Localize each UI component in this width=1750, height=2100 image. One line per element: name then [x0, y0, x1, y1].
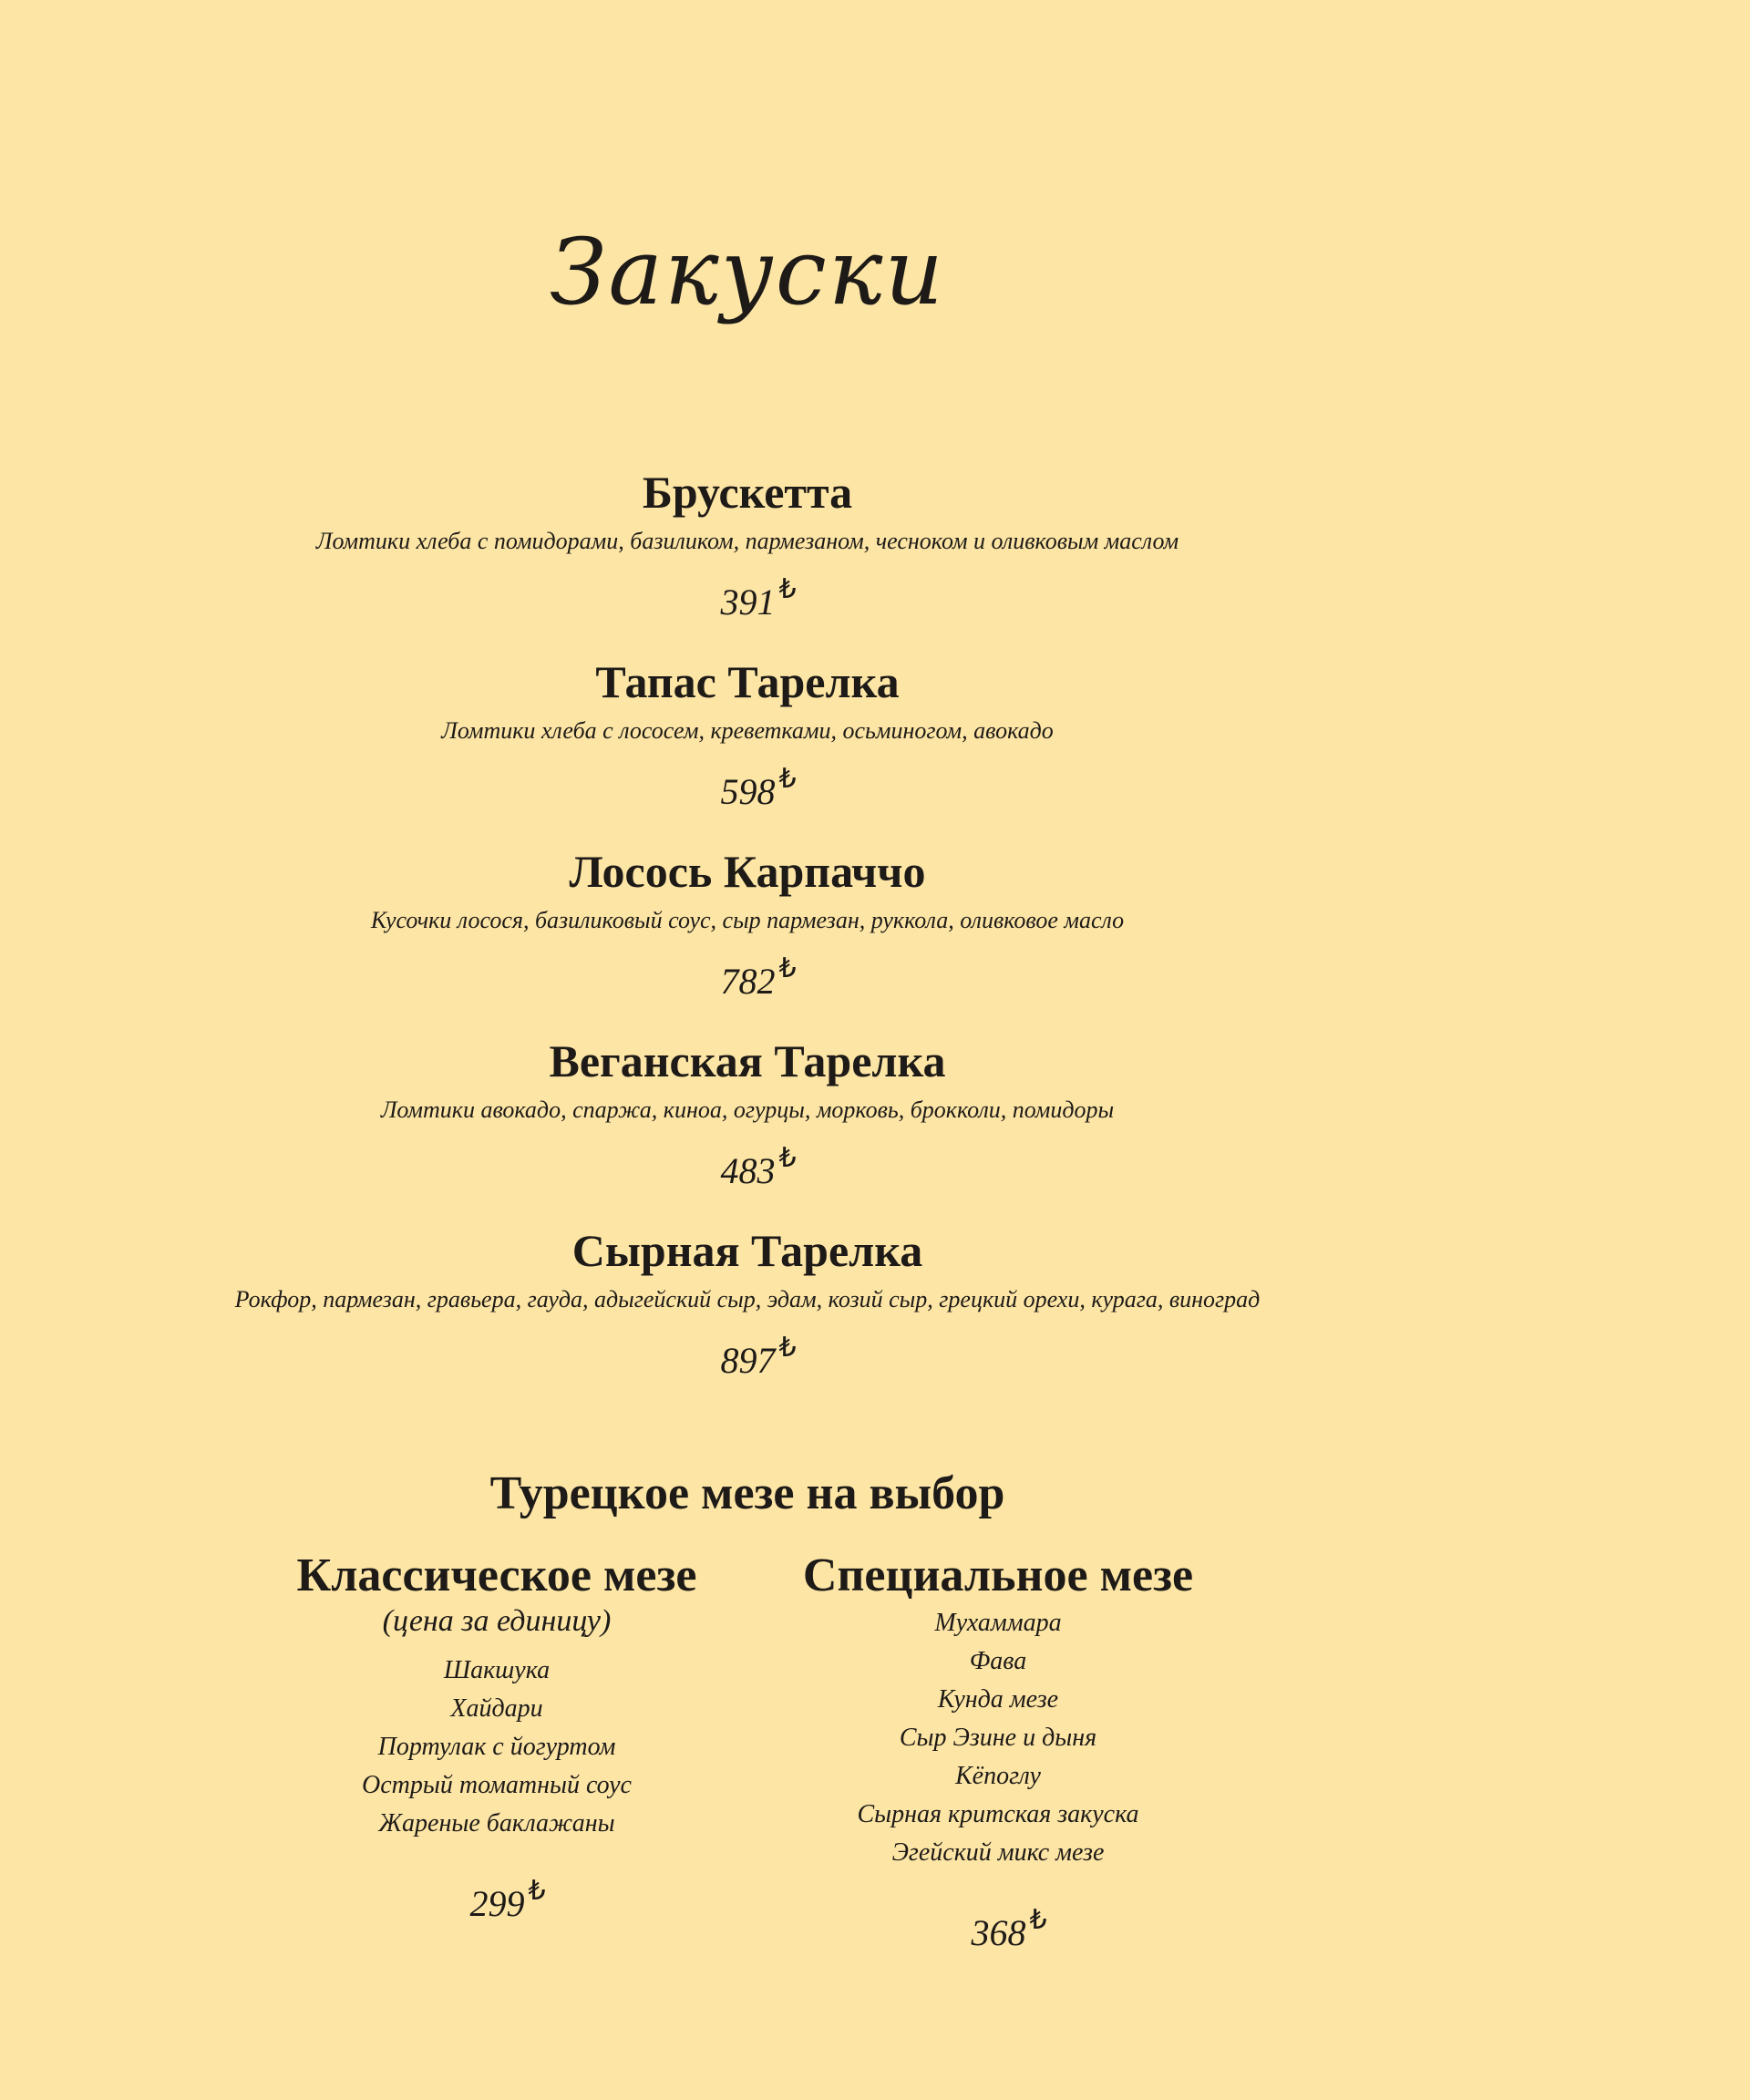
item-name: Тапас Тарелка — [595, 656, 900, 707]
list-item: Фава — [969, 1647, 1027, 1675]
list-item: Кёпоглу — [955, 1762, 1041, 1790]
item-price — [698, 946, 796, 1004]
special-meze-title: Специальное мезе — [802, 1549, 1194, 1601]
special-meze-list — [775, 1604, 1221, 1872]
list-item: Шакшука — [443, 1656, 551, 1684]
menu-item-cheese-plate — [0, 1223, 1495, 1384]
price-value: 782 — [720, 961, 776, 1002]
item-name: Веганская Тарелка — [549, 1035, 946, 1086]
classic-meze-title: Классическое мезе — [296, 1549, 697, 1601]
list-item: Сыр Эзине и дыня — [899, 1724, 1097, 1752]
price-value: 299 — [469, 1883, 525, 1924]
item-name: Сырная Тарелка — [571, 1225, 923, 1276]
meze-section-title: Турецкое мезе на выбор — [489, 1467, 1005, 1519]
list-item: Жареные баклажаны — [378, 1809, 615, 1838]
menu-item-vegan-plate — [0, 1034, 1495, 1194]
item-price — [698, 567, 796, 625]
item-name: Брускетта — [642, 467, 853, 518]
menu-item-tapas — [0, 654, 1495, 815]
list-item: Кунда мезе — [937, 1685, 1059, 1714]
lira-icon: ₺ — [778, 1143, 797, 1173]
item-price — [698, 1136, 796, 1194]
menu-item-salmon-carpaccio — [0, 844, 1495, 1004]
classic-meze-column — [264, 1548, 729, 1927]
lira-icon: ₺ — [778, 1333, 797, 1363]
price-value: 483 — [720, 1150, 776, 1191]
price-value: 368 — [971, 1912, 1026, 1953]
page-title: Закуски — [550, 219, 945, 325]
price-value: 391 — [720, 582, 776, 623]
list-item: Портулак с йогуртом — [377, 1733, 616, 1761]
price-value: 598 — [720, 771, 776, 812]
lira-icon: ₺ — [528, 1876, 546, 1906]
item-description: Рокфор, пармезан, гравьера, гауда, адыгейский сыр, эдам, козий сыр, грецкий орехи, курага, виноград — [234, 1286, 1261, 1312]
special-meze-column — [775, 1548, 1221, 1956]
lira-icon: ₺ — [778, 764, 797, 794]
item-description: Ломтики хлеба с лососем, креветками, осьминогом, авокадо — [441, 717, 1054, 744]
lira-icon: ₺ — [1029, 1905, 1047, 1935]
list-item: Сырная критская закуска — [857, 1800, 1139, 1828]
list-item: Мухаммара — [934, 1609, 1062, 1637]
classic-meze-price — [448, 1868, 545, 1927]
menu-item-bruschetta — [0, 465, 1495, 625]
special-meze-price — [949, 1898, 1046, 1956]
item-name: Лосось Карпаччо — [569, 846, 926, 897]
classic-meze-list — [264, 1652, 729, 1843]
classic-meze-note: (цена за единицу) — [382, 1604, 612, 1638]
item-price — [698, 1325, 796, 1384]
list-item: Острый томатный соус — [362, 1771, 632, 1799]
list-item: Хайдари — [450, 1694, 543, 1723]
list-item: Эгейский микс мезе — [891, 1838, 1105, 1867]
item-price — [698, 757, 796, 815]
lira-icon: ₺ — [778, 953, 797, 983]
item-description: Кусочки лосося, базиликовый соус, сыр пармезан, руккола, оливковое масло — [370, 907, 1125, 933]
item-description: Ломтики авокадо, спаржа, киноа, огурцы, морковь, брокколи, помидоры — [380, 1096, 1115, 1123]
price-value: 897 — [720, 1340, 776, 1381]
lira-icon: ₺ — [778, 574, 797, 604]
item-description: Ломтики хлеба с помидорами, базиликом, пармезаном, чесноком и оливковым маслом — [315, 528, 1179, 554]
